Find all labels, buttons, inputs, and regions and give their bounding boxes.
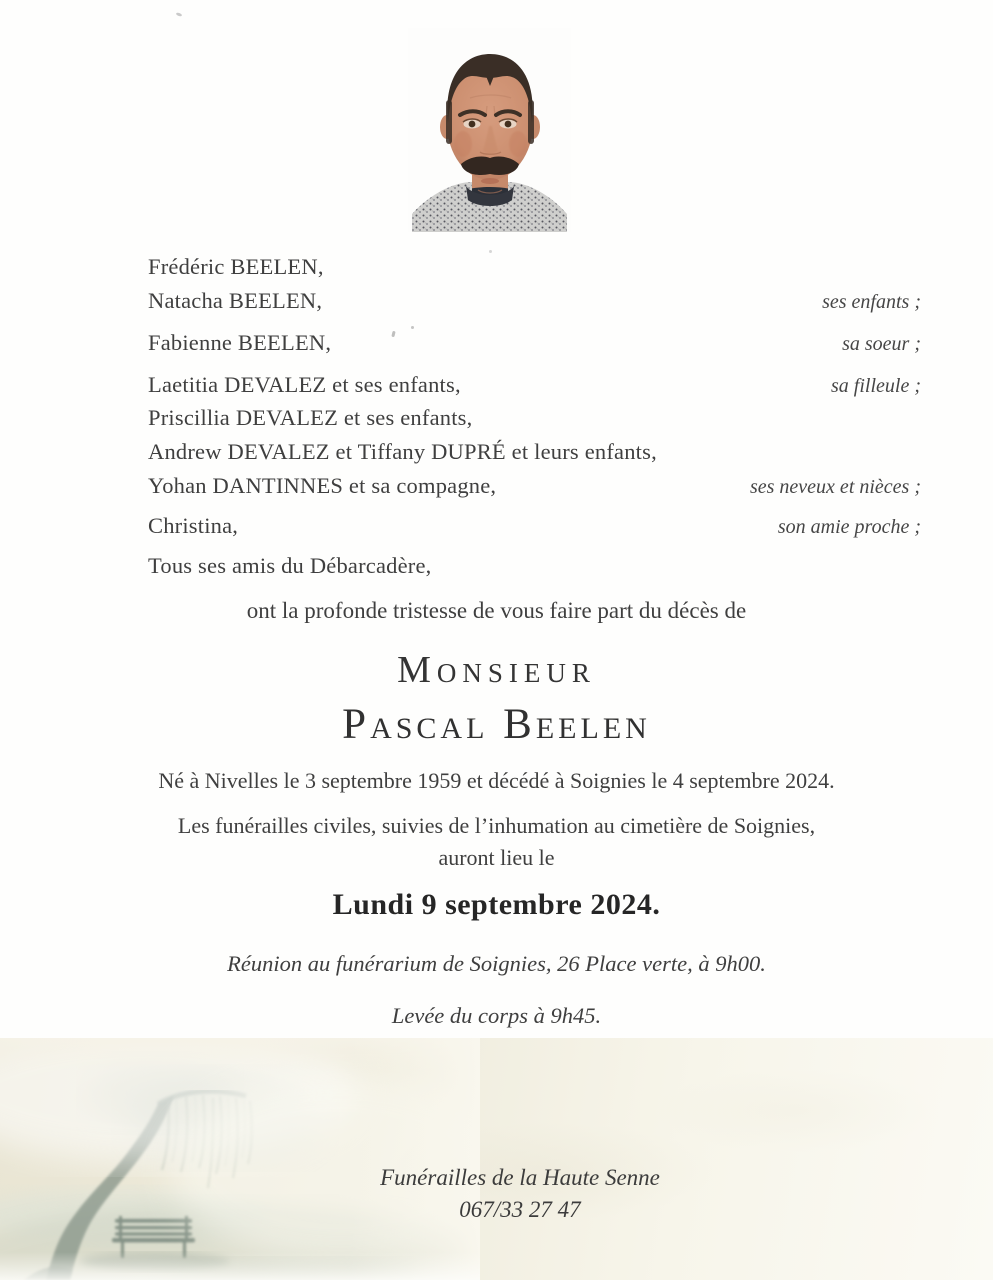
funeral-home-block xyxy=(270,1162,770,1226)
scan-speck xyxy=(489,250,492,253)
family-row xyxy=(148,512,921,540)
family-member-name: Frédéric BEELEN, xyxy=(148,254,324,279)
family-relation-label: ses enfants ; xyxy=(822,291,921,313)
family-row xyxy=(148,552,921,580)
family-member-name: Laetitia DEVALEZ et ses enfants, xyxy=(148,372,461,397)
family-member-name: Tous ses amis du Débarcadère, xyxy=(148,553,432,578)
family-row xyxy=(148,472,921,500)
family-member-name: Christina, xyxy=(148,513,239,538)
announcement-line: ont la profonde tristesse de vous faire part du décès de xyxy=(246,598,747,623)
family-row xyxy=(148,287,921,315)
deceased-name: Pascal Beelen xyxy=(342,701,651,748)
scan-speck xyxy=(411,326,414,329)
ceremony-line-1: Les funérailles civiles, suivies de l’inhumation au cimetière de Soignies, xyxy=(177,813,816,838)
family-row xyxy=(148,404,921,432)
family-row xyxy=(148,253,921,281)
deceased-portrait-photo xyxy=(408,28,571,232)
family-row xyxy=(148,329,921,357)
meeting-line: Réunion au funérarium de Soignies, 26 Place verte, à 9h00. xyxy=(227,951,766,976)
family-list xyxy=(148,253,921,580)
family-member-name: Fabienne BEELEN, xyxy=(148,330,332,355)
family-member-name: Priscillia DEVALEZ et ses enfants, xyxy=(148,405,473,430)
life-dates-line: Né à Nivelles le 3 septembre 1959 et décédé à Soignies le 4 septembre 2024. xyxy=(158,768,835,793)
family-member-name: Yohan DANTINNES et sa compagne, xyxy=(148,473,497,498)
family-member-name: Natacha BEELEN, xyxy=(148,288,323,313)
deceased-title: Monsieur xyxy=(397,649,596,691)
footer-strip xyxy=(0,1038,993,1280)
family-row xyxy=(148,438,921,466)
portrait-illustration xyxy=(408,28,571,232)
family-relation-label: ses neveux et nièces ; xyxy=(749,476,921,498)
scan-speck xyxy=(176,12,183,17)
family-member-name: Andrew DEVALEZ et Tiffany DUPRÉ et leurs enfants, xyxy=(148,439,657,464)
family-relation-label: son amie proche ; xyxy=(777,516,921,538)
funeral-home-phone: 067/33 27 47 xyxy=(459,1197,581,1222)
misty-tree-landscape-image xyxy=(0,1038,480,1280)
family-relation-label: sa soeur ; xyxy=(842,333,921,355)
levee-line: Levée du corps à 9h45. xyxy=(391,1003,602,1028)
ceremony-line-2: auront lieu le xyxy=(438,845,555,870)
family-relation-label: sa filleule ; xyxy=(831,375,921,397)
ceremony-date: Lundi 9 septembre 2024. xyxy=(332,888,661,921)
family-row xyxy=(148,371,921,399)
funeral-home-name: Funérailles de la Haute Senne xyxy=(380,1165,660,1190)
